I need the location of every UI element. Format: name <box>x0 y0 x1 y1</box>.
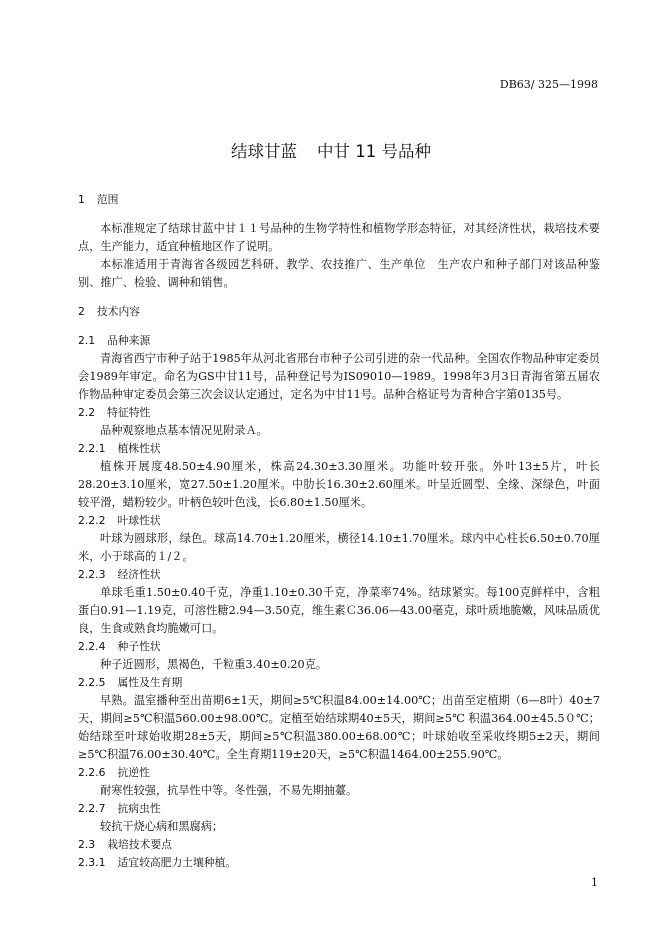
heading-growth-period: 2.2.5 属性及生育期 <box>78 676 183 689</box>
heading-head-traits: 2.2.2 叶球性状 <box>78 514 161 527</box>
document-body <box>78 191 600 872</box>
title-part1: 结球甘蓝 <box>231 142 297 161</box>
heading-stress-resistance: 2.2.6 抗逆性 <box>78 766 150 779</box>
heading-seed-traits: 2.2.4 种子性状 <box>78 640 161 653</box>
variety-origin-paragraph: 青海省西宁市种子站于1985年从河北省邢台市种子公司引进的杂一代品种。全国农作物品种审定委员会1989年审定。命名为GS中甘11号，品种登记号为IS09010—1989。1998年3月3日青海省第五届农作物品种审定委员会第三次会议认定通过，定名为中甘11号。品种合格证号为青种合字第0135号。 <box>78 352 600 401</box>
title-part2: 中甘 11 号品种 <box>317 142 431 161</box>
stress-resistance-paragraph: 耐寒性较强，抗旱性中等。冬性强，不易先期抽薹。 <box>100 784 358 797</box>
economic-traits-paragraph: 单球毛重1.50±0.40千克，净重1.10±0.30千克，净菜率74%。结球紧实。每100克鲜样中，含粗蛋白0.91—1.19克，可溶性糖2.94—3.50克，维生素Ｃ36.06—43.00毫克，球叶质地脆嫩，风味品质优良，生食或熟食均脆嫩可口。 <box>78 586 600 635</box>
heading-technical-content: 2 技术内容 <box>78 305 141 318</box>
characteristics-paragraph: 品种观察地点基本情况见附录Ａ。 <box>100 424 268 437</box>
heading-cultivation: 2.3 栽培技术要点 <box>78 838 172 851</box>
heading-plant-traits: 2.2.1 植株性状 <box>78 442 161 455</box>
growth-period-paragraph: 早熟。温室播种至出苗期6±1天，期间≥5℃积温84.00±14.00℃；出苗至定植期（6—8叶）40±7天，期间≥5℃积温560.00±98.00℃。定植至始结球期40±5天，期间≥5℃ 积温364.00±45.5０℃；始结球至叶球始收期28±5天，期间≥5℃积温380.00±68.00℃；叶球始收至采收终期5±2天，期间≥5℃积温76.00±30.40℃。全生育期119±20天，≥5℃积温1464.00±255.90℃。 <box>78 694 600 761</box>
plant-traits-paragraph: 植株开展度48.50±4.90厘米，株高24.30±3.30厘米。功能叶较开张。外叶13±5片，叶长28.20±3.10厘米，宽27.50±1.20厘米。中肋长16.30±2.60厘米。叶呈近圆型、全缘、深绿色，叶面较平滑，蜡粉较少。叶柄色较叶色浅，长6.80±1.50厘米。 <box>78 460 600 509</box>
heading-scope: 1 范围 <box>78 193 119 206</box>
head-traits-paragraph: 叶球为圆球形，绿色。球高14.70±1.20厘米，横径14.10±1.70厘米。球内中心柱长6.50±0.70厘米，小于球高的１/２。 <box>78 532 600 563</box>
page-number: 1 <box>591 876 598 889</box>
item-2-3-1: 2.3.1 适宜较高肥力土壤种植。 <box>78 856 237 869</box>
heading-economic-traits: 2.2.3 经济性状 <box>78 568 161 581</box>
scope-paragraph-1: 本标准规定了结球甘蓝中甘１１号品种的生物学特性和植物学形态特征，对其经济性状，栽培技术要点，生产能力，适宜种植地区作了说明。 <box>78 222 600 253</box>
heading-characteristics: 2.2 特征特性 <box>78 406 151 419</box>
heading-variety-origin: 2.1 品种来源 <box>78 334 151 347</box>
seed-traits-paragraph: 种子近圆形，黑褐色，千粒重3.40±0.20克。 <box>100 658 328 671</box>
heading-pest-resistance: 2.2.7 抗病虫性 <box>78 802 161 815</box>
scope-paragraph-2: 本标准适用于青海省各级园艺科研、教学、农技推广、生产单位 生产农户和种子部门对该品种鉴别、推广、检验、调种和销售。 <box>78 258 600 289</box>
document-title <box>0 138 662 162</box>
standard-number: DB63/ 325—1998 <box>499 78 598 91</box>
pest-resistance-paragraph: 较抗干烧心病和黑腐病； <box>100 820 224 833</box>
